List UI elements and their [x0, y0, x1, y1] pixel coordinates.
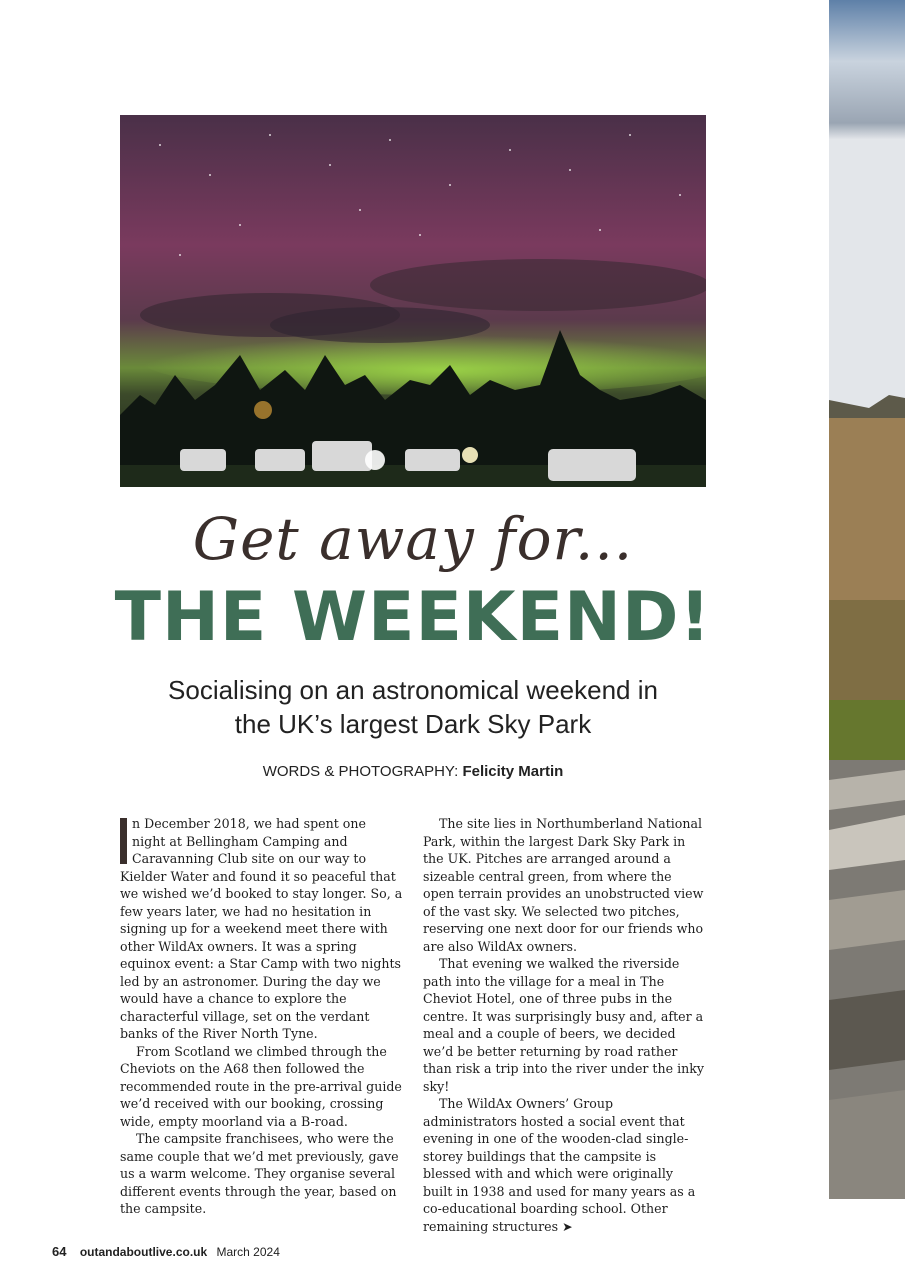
- paragraph: n December 2018, we had spent one night at Bellingham Camping and Caravanning Club site on our way to Kielder Water and found it so peaceful that we wished we’d booked to stay longer. So, a few years later, we had no hesitation in signing up for a weekend meet there with other WildAx owners. It was a spring equinox event: a Star Camp with two nights led by an astronomer. During the day we would have a chance to explore the characterful village, set on the verdant banks of the River North Tyne.: [120, 816, 403, 1041]
- paragraph: The site lies in Northumberland National Park, within the largest Dark Sky Park in the UK. Pitches are arranged around a sizeable central green, from where the open terrain provides an unobstructed view of the vast sky. We selected two pitches, reserving one next door for our friends who are also WildAx owners.: [423, 816, 704, 954]
- paragraph: The WildAx Owners’ Group administrators hosted a social event that evening in one of the wooden-clad single-storey buildings that the campsite is blessed with and which were originally built in 1938 and used for many years as a co-educational boarding school. Other remaining structures ➤: [423, 1096, 696, 1234]
- byline-name: Felicity Martin: [462, 763, 564, 780]
- issue-date: March 2024: [216, 1245, 280, 1259]
- body-column-right: [423, 815, 706, 1235]
- standfirst: [120, 673, 706, 741]
- page-footer: [52, 1244, 280, 1259]
- drop-cap-i: [120, 818, 127, 864]
- hero-photo-aurora-campsite: [120, 115, 706, 487]
- paragraph: The campsite franchisees, who were the same couple that we’d met previously, gave us a warm welcome. They organise several different events through the year, based on the campsite.: [120, 1131, 399, 1216]
- paragraph: From Scotland we climbed through the Cheviots on the A68 then followed the recommended route in the pre-arrival guide we’d received with our booking, crossing wide, empty moorland via a B-road.: [120, 1043, 402, 1129]
- page-number: 64: [52, 1244, 67, 1259]
- kicker-title: Get away for...: [192, 505, 634, 573]
- standfirst-line-2: the UK’s largest Dark Sky Park: [234, 709, 592, 739]
- paragraph: That evening we walked the riverside path into the village for a meal in The Cheviot Hotel, one of three pubs in the centre. It was surprisingly busy and, after a meal and a couple of beers, we decided we’d be better returning by road rather than risk a trip into the river under the inky sky!: [423, 956, 704, 1094]
- side-photo-moorland-rocks: [829, 0, 905, 1199]
- headline: THE WEEKEND!: [114, 578, 712, 657]
- website-link[interactable]: outandaboutlive.co.uk: [79, 1245, 208, 1259]
- byline: [0, 763, 826, 780]
- body-column-left: [120, 815, 403, 1218]
- byline-label: WORDS & PHOTOGRAPHY:: [262, 763, 459, 780]
- standfirst-line-1: Socialising on an astronomical weekend in: [168, 675, 658, 705]
